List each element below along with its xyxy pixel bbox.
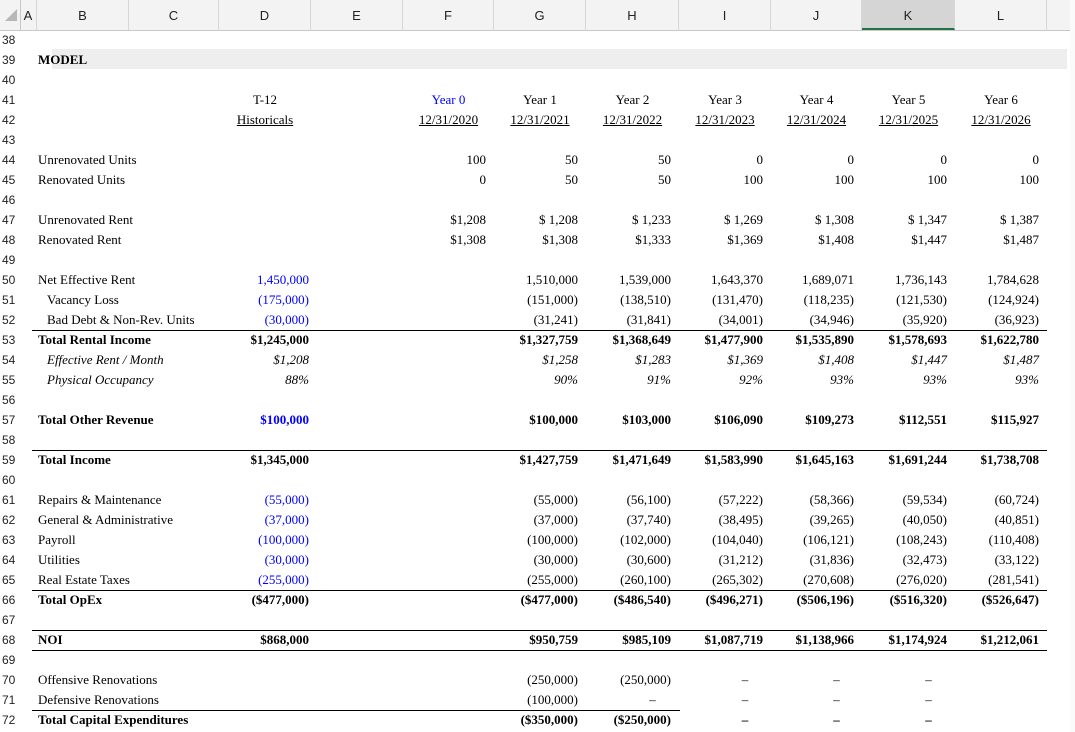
header-year: Year 3 (708, 92, 742, 107)
year-value[interactable]: (56,100) (626, 492, 671, 507)
year-value[interactable]: $1,622,780 (980, 332, 1039, 347)
year-value[interactable]: $1,408 (818, 352, 854, 367)
year-value[interactable]: ($250,000) (613, 712, 671, 727)
year-value[interactable]: (138,510) (620, 292, 671, 307)
year-value[interactable]: $1,308 (450, 232, 486, 247)
year-value[interactable]: – (925, 712, 932, 727)
year-value[interactable]: (34,946) (809, 312, 854, 327)
year-value[interactable]: $1,447 (911, 352, 947, 367)
row-header-47[interactable]: 47 (2, 213, 16, 227)
year-value[interactable]: (36,923) (994, 312, 1039, 327)
year-value[interactable]: 1,784,628 (987, 272, 1039, 287)
header-date: 12/31/2021 (510, 112, 570, 127)
row-label: NOI (38, 632, 63, 647)
row-header-61[interactable]: 61 (2, 493, 16, 507)
row-label: Renovated Units (38, 172, 126, 187)
year-value[interactable]: ($486,540) (613, 592, 671, 607)
year-value[interactable]: ($506,196) (796, 592, 854, 607)
year-value[interactable]: – (833, 692, 840, 707)
year-value[interactable]: ($526,647) (981, 592, 1039, 607)
row-border (32, 630, 1047, 631)
year-value[interactable]: (40,050) (902, 512, 947, 527)
year-value[interactable]: (102,000) (620, 532, 671, 547)
year-value[interactable]: $1,212,061 (980, 632, 1039, 647)
year-value[interactable]: $115,927 (990, 412, 1039, 427)
year-value[interactable]: – (741, 692, 749, 707)
row-border (32, 450, 1047, 451)
year-value[interactable]: $1,583,990 (704, 452, 763, 467)
year-value[interactable]: 100 (743, 172, 763, 187)
row-header-71[interactable]: 71 (2, 693, 16, 707)
year-value[interactable]: (33,122) (994, 552, 1039, 567)
row-header-57[interactable]: 57 (2, 413, 16, 427)
column-header-b[interactable]: B (37, 0, 129, 30)
column-header-l[interactable]: L (955, 0, 1047, 30)
year-value[interactable]: $ 1,233 (632, 212, 671, 227)
year-value[interactable]: (255,000) (527, 572, 578, 587)
row-header-46[interactable]: 46 (2, 193, 16, 207)
row-header-72[interactable]: 72 (2, 713, 16, 727)
year-value[interactable]: (110,408) (988, 532, 1039, 547)
historical-value[interactable]: (30,000) (264, 552, 309, 567)
header-historicals: Historicals (236, 112, 294, 127)
year-value[interactable]: $1,447 (911, 232, 947, 247)
year-value[interactable]: $ 1,387 (1000, 212, 1039, 227)
year-value[interactable]: $1,368,649 (612, 332, 671, 347)
year-value[interactable]: – (741, 672, 749, 687)
row-header-59[interactable]: 59 (2, 453, 16, 467)
year-value[interactable]: (31,836) (809, 552, 854, 567)
year-value[interactable]: 92% (739, 372, 763, 387)
row-border (32, 710, 680, 711)
section-band (52, 49, 1067, 69)
year-value[interactable]: (100,000) (527, 692, 578, 707)
row-header-54[interactable]: 54 (2, 353, 16, 367)
row-header-41[interactable]: 41 (2, 93, 16, 107)
historical-value[interactable]: (255,000) (258, 572, 309, 587)
year-value[interactable]: $ 1,269 (724, 212, 763, 227)
year-value[interactable]: (40,851) (994, 512, 1039, 527)
column-header-i[interactable]: I (679, 0, 771, 30)
year-value[interactable]: (151,000) (527, 292, 578, 307)
row-label: Net Effective Rent (38, 272, 136, 287)
historical-value[interactable]: $1,208 (273, 352, 309, 367)
historical-value[interactable]: (37,000) (264, 512, 309, 527)
spreadsheet-grid[interactable] (20, 30, 1075, 732)
year-value[interactable]: 1,643,370 (711, 272, 763, 287)
year-value[interactable]: 50 (565, 172, 578, 187)
row-border (32, 330, 1047, 331)
row-border (32, 650, 1047, 651)
header-date: 12/31/2020 (418, 112, 479, 127)
year-value[interactable]: $1,333 (635, 232, 671, 247)
year-value[interactable]: (250,000) (527, 672, 578, 687)
header-date: 12/31/2022 (602, 112, 663, 127)
year-value[interactable]: (124,924) (988, 292, 1039, 307)
header-year: Year 1 (523, 92, 557, 107)
row-label: Real Estate Taxes (38, 572, 130, 587)
row-header-51[interactable]: 51 (2, 293, 16, 307)
year-value[interactable]: (58,366) (809, 492, 854, 507)
year-value[interactable]: (37,000) (533, 512, 578, 527)
row-header-49[interactable]: 49 (2, 253, 16, 267)
row-label: Total Income (38, 452, 111, 467)
year-value[interactable]: $1,369 (727, 352, 763, 367)
row-header-48[interactable]: 48 (2, 233, 16, 247)
row-label: Offensive Renovations (38, 672, 158, 687)
year-value[interactable]: (270,608) (803, 572, 854, 587)
row-header-43[interactable]: 43 (2, 133, 16, 147)
row-label: Utilities (38, 552, 80, 567)
historical-value[interactable]: (30,000) (264, 312, 309, 327)
column-header-f[interactable]: F (403, 0, 494, 30)
year-value[interactable]: (60,724) (994, 492, 1039, 507)
row-header-52[interactable]: 52 (2, 313, 16, 327)
year-value[interactable]: $1,691,244 (888, 452, 947, 467)
year-value[interactable]: $1,258 (542, 352, 578, 367)
year-value[interactable]: – (925, 692, 932, 707)
year-value[interactable]: (276,020) (896, 572, 947, 587)
row-header-42[interactable]: 42 (2, 113, 16, 127)
year-value[interactable]: (34,001) (718, 312, 763, 327)
year-value[interactable]: (281,541) (988, 572, 1039, 587)
year-value[interactable]: $985,109 (622, 632, 671, 647)
select-all-triangle-icon (5, 9, 17, 21)
section-title: MODEL (38, 52, 88, 67)
year-value[interactable]: ($477,000) (520, 592, 578, 607)
year-value[interactable]: (30,600) (626, 552, 671, 567)
header-t12: T-12 (252, 92, 278, 107)
row-header-53[interactable]: 53 (2, 333, 16, 347)
year-value[interactable]: $950,759 (529, 632, 578, 647)
year-value[interactable]: $1,283 (635, 352, 671, 367)
historical-value[interactable]: $1,345,000 (250, 452, 309, 467)
column-header-h[interactable]: H (586, 0, 679, 30)
vertical-scrollbar[interactable] (1070, 0, 1075, 732)
year-value[interactable]: 93% (923, 372, 947, 387)
year-value[interactable]: $1,408 (818, 232, 854, 247)
year-value[interactable]: 50 (658, 152, 671, 167)
row-header-68[interactable]: 68 (2, 633, 16, 647)
historical-value[interactable]: 88% (285, 372, 309, 387)
year-value[interactable]: $1,369 (727, 232, 763, 247)
header-year: Year 0 (431, 92, 466, 107)
year-value[interactable]: (39,265) (809, 512, 854, 527)
year-value[interactable]: $112,551 (898, 412, 947, 427)
header-date: 12/31/2024 (786, 112, 847, 127)
year-value[interactable]: (31,241) (533, 312, 578, 327)
header-year: Year 5 (891, 92, 926, 107)
year-value[interactable]: $1,487 (1003, 352, 1039, 367)
row-header-64[interactable]: 64 (2, 553, 16, 567)
row-header-63[interactable]: 63 (2, 533, 16, 547)
year-value[interactable]: (37,740) (626, 512, 671, 527)
row-header-40[interactable]: 40 (2, 73, 16, 87)
year-value[interactable]: 93% (830, 372, 854, 387)
row-header-45[interactable]: 45 (2, 173, 16, 187)
historical-value[interactable]: (175,000) (258, 292, 309, 307)
header-year: Year 2 (615, 92, 650, 107)
row-header-69[interactable]: 69 (2, 653, 16, 667)
historical-value[interactable]: ($477,000) (251, 592, 309, 607)
row-header-55[interactable]: 55 (2, 373, 16, 387)
year-value[interactable]: 0 (479, 172, 486, 187)
year-value[interactable]: (106,121) (803, 532, 854, 547)
row-header-44[interactable]: 44 (2, 153, 16, 167)
year-value[interactable]: $ 1,208 (539, 212, 578, 227)
year-value[interactable]: (265,302) (712, 572, 763, 587)
column-header-a[interactable]: A (20, 0, 37, 30)
year-value[interactable]: (108,243) (896, 532, 947, 547)
year-value[interactable]: 90% (554, 372, 578, 387)
column-header-d[interactable]: D (219, 0, 311, 30)
historical-value[interactable]: (55,000) (264, 492, 309, 507)
year-value[interactable]: 0 (756, 152, 763, 167)
year-value[interactable]: $ 1,308 (815, 212, 854, 227)
year-value[interactable]: – (833, 712, 840, 727)
year-value[interactable]: 1,539,000 (619, 272, 671, 287)
select-all-button[interactable] (0, 0, 21, 30)
row-header-50[interactable]: 50 (2, 273, 16, 287)
column-header-bar (0, 0, 1075, 31)
header-date: 12/31/2026 (971, 112, 1031, 127)
row-label: Effective Rent / Month (47, 352, 164, 367)
row-header-58[interactable]: 58 (2, 433, 16, 447)
column-header-e[interactable]: E (311, 0, 403, 30)
year-value[interactable]: 100 (927, 172, 947, 187)
year-value[interactable]: (32,473) (902, 552, 947, 567)
row-label: Total Capital Expenditures (38, 712, 189, 727)
row-header-70[interactable]: 70 (2, 673, 16, 687)
row-label: Total Other Revenue (38, 412, 154, 427)
row-label: Vacancy Loss (47, 292, 119, 307)
year-value[interactable]: $1,471,649 (612, 452, 671, 467)
row-label: Total OpEx (38, 592, 103, 607)
year-value[interactable]: (104,040) (712, 532, 763, 547)
header-year: Year 4 (799, 92, 834, 107)
year-value[interactable]: $103,000 (622, 412, 671, 427)
year-value[interactable]: $1,327,759 (519, 332, 578, 347)
year-value[interactable]: 1,689,071 (802, 272, 854, 287)
column-header-g[interactable]: G (494, 0, 586, 30)
row-header-56[interactable]: 56 (2, 393, 16, 407)
year-value[interactable]: 1,736,143 (895, 272, 947, 287)
year-value[interactable]: ($496,271) (705, 592, 763, 607)
year-value[interactable]: $1,645,163 (795, 452, 854, 467)
year-value[interactable]: ($350,000) (520, 712, 578, 727)
column-header-k[interactable]: K (862, 0, 955, 30)
row-label: Bad Debt & Non-Rev. Units (47, 312, 195, 327)
year-value[interactable]: (35,920) (902, 312, 947, 327)
year-value[interactable]: $1,208 (450, 212, 486, 227)
year-value[interactable]: $1,578,693 (888, 332, 947, 347)
year-value[interactable]: 100 (1019, 172, 1039, 187)
year-value[interactable]: 93% (1015, 372, 1039, 387)
year-value[interactable]: (31,212) (718, 552, 763, 567)
header-date: 12/31/2023 (695, 112, 755, 127)
row-label: Physical Occupancy (47, 372, 154, 387)
year-value[interactable]: – (833, 672, 840, 687)
row-header-38[interactable]: 38 (2, 33, 16, 47)
year-value[interactable]: $1,487 (1003, 232, 1039, 247)
year-value[interactable]: $100,000 (529, 412, 578, 427)
year-value[interactable]: 1,510,000 (526, 272, 578, 287)
year-value[interactable]: 0 (940, 152, 947, 167)
row-label: Unrenovated Units (38, 152, 137, 167)
year-value[interactable]: 100 (466, 152, 486, 167)
year-value[interactable]: (118,235) (803, 292, 854, 307)
year-value[interactable]: (30,000) (533, 552, 578, 567)
historical-value[interactable]: $100,000 (260, 412, 309, 427)
row-header-65[interactable]: 65 (2, 573, 16, 587)
year-value[interactable]: (121,530) (896, 292, 947, 307)
row-border (32, 590, 1047, 591)
year-value[interactable]: $ 1,347 (908, 212, 947, 227)
year-value[interactable]: (250,000) (620, 672, 671, 687)
year-value[interactable]: 50 (658, 172, 671, 187)
year-value[interactable]: (38,495) (718, 512, 763, 527)
year-value[interactable]: $1,174,924 (888, 632, 947, 647)
historical-value[interactable]: $1,245,000 (250, 332, 309, 347)
row-label: Repairs & Maintenance (38, 492, 162, 507)
year-value[interactable]: – (741, 712, 749, 727)
row-header-bar (0, 30, 20, 732)
row-header-62[interactable]: 62 (2, 513, 16, 527)
year-value[interactable]: (55,000) (533, 492, 578, 507)
row-header-60[interactable]: 60 (2, 473, 16, 487)
year-value[interactable]: 91% (647, 372, 671, 387)
year-value[interactable]: (100,000) (527, 532, 578, 547)
year-value[interactable]: $1,138,966 (795, 632, 854, 647)
historical-value[interactable]: (100,000) (258, 532, 309, 547)
row-label: Unrenovated Rent (38, 212, 133, 227)
historical-value[interactable]: $868,000 (260, 632, 309, 647)
year-value[interactable]: $1,087,719 (704, 632, 763, 647)
year-value[interactable]: $106,090 (714, 412, 763, 427)
year-value[interactable]: (260,100) (620, 572, 671, 587)
year-value[interactable]: 0 (847, 152, 854, 167)
year-value[interactable]: $109,273 (805, 412, 854, 427)
year-value[interactable]: 100 (834, 172, 854, 187)
column-header-j[interactable]: J (771, 0, 862, 30)
year-value[interactable]: (31,841) (626, 312, 671, 327)
year-value[interactable]: $1,738,708 (980, 452, 1039, 467)
year-value[interactable]: ($516,320) (889, 592, 947, 607)
row-label: Defensive Renovations (38, 692, 159, 707)
year-value[interactable]: 0 (1032, 152, 1039, 167)
year-value[interactable]: (57,222) (718, 492, 763, 507)
year-value[interactable]: 50 (565, 152, 578, 167)
year-value[interactable]: (131,470) (712, 292, 763, 307)
row-header-39[interactable]: 39 (2, 53, 16, 67)
year-value[interactable]: $1,308 (542, 232, 578, 247)
year-value[interactable]: (59,534) (902, 492, 947, 507)
row-label: Total Rental Income (38, 332, 151, 347)
row-label: General & Administrative (38, 512, 174, 527)
historical-value[interactable]: 1,450,000 (257, 272, 309, 287)
year-value[interactable]: $1,535,890 (795, 332, 854, 347)
header-date: 12/31/2025 (878, 112, 939, 127)
row-header-66[interactable]: 66 (2, 593, 16, 607)
row-header-67[interactable]: 67 (2, 613, 16, 627)
header-year: Year 6 (984, 92, 1018, 107)
year-value[interactable]: $1,427,759 (519, 452, 578, 467)
year-value[interactable]: – (925, 672, 932, 687)
column-header-c[interactable]: C (129, 0, 219, 30)
row-label: Renovated Rent (38, 232, 122, 247)
row-label: Payroll (38, 532, 76, 547)
year-value[interactable]: $1,477,900 (704, 332, 763, 347)
year-value[interactable]: – (649, 692, 656, 707)
